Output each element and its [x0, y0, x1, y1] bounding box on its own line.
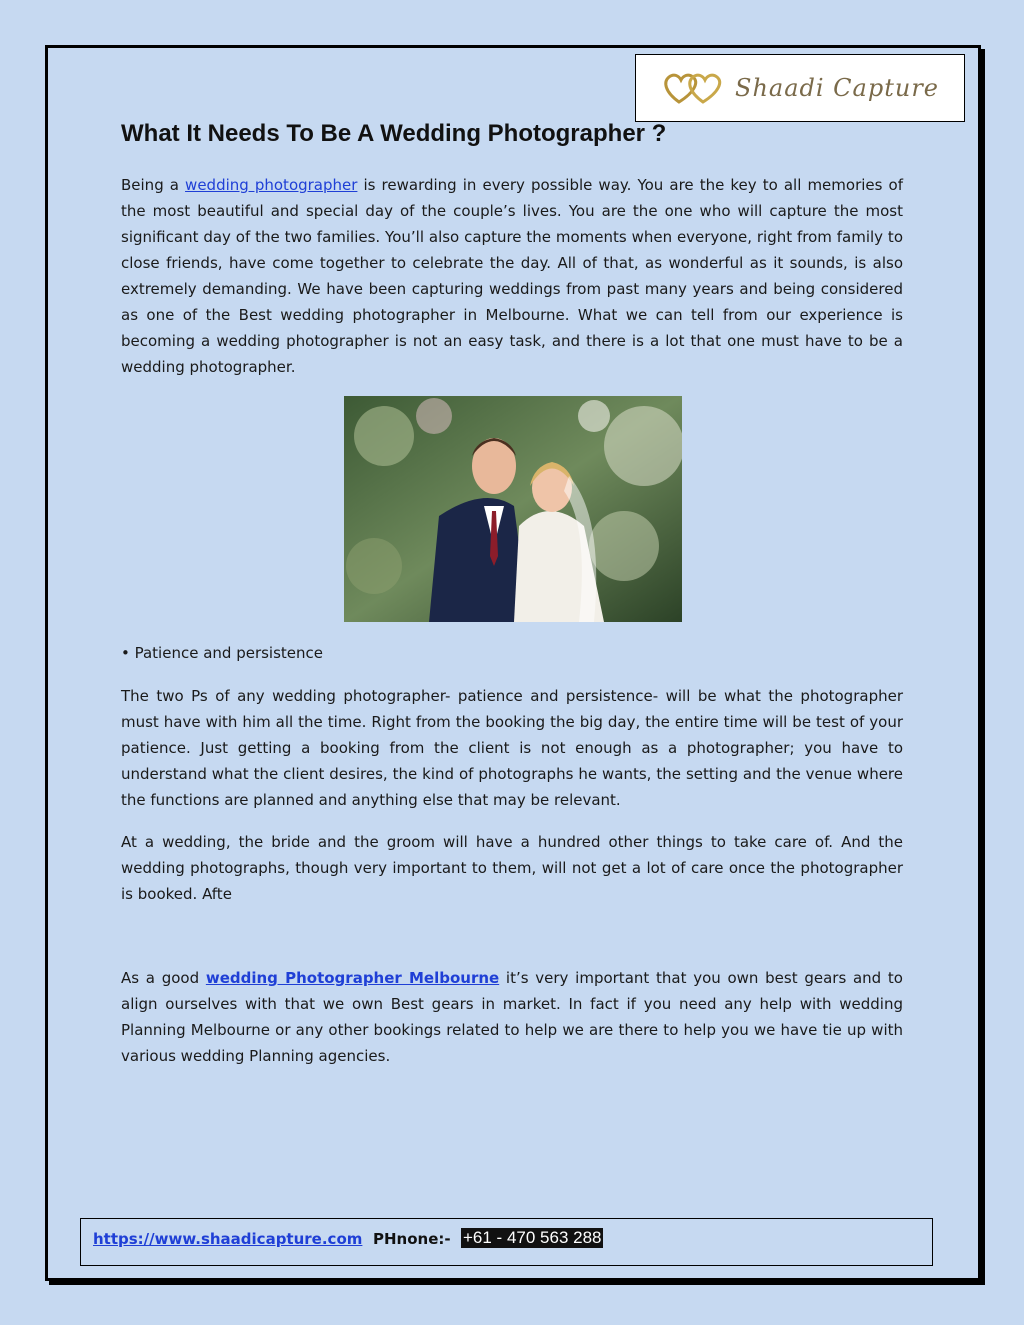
logo[interactable] — [635, 54, 965, 122]
patience-paragraph: The two Ps of any wedding photographer- patience and persistence- will be what the photographer must have with him all the time. Right from the booking the big day, the entire time will be test of your patience. Just getting a booking from the client is not enough as a photographer; you have to understand what the client desires, the kind of photographs he wants, the setting and the venue where the functions are planned and anything else that may be relevant. — [121, 687, 903, 809]
interlocked-hearts-icon — [661, 68, 731, 108]
wedding-care-paragraph: At a wedding, the bride and the groom will have a hundred other things to take care of. And the wedding photographs, though very important to them, will not get a lot of care once the photographer is booked. Afte — [121, 833, 903, 903]
gears-paragraph: As a good wedding Photographer Melbourne it’s very important that you own best gears and to align ourselves with that we own Best gears in market. In fact if you need any help with wedding Planning Melbourne or any other bookings related to help we are there to help you we have tie up with various wedding Planning agencies. — [121, 969, 903, 1065]
wedding-couple-photo — [344, 396, 682, 622]
article-title: What It Needs To Be A Wedding Photographer ? — [121, 120, 667, 147]
intro-paragraph: Being a wedding photographer is rewarding in every possible way. You are the key to all memories of the most beautiful and special day of the couple’s lives. You are the one who will capture the most significant day of the two families. You’ll also capture the moments when everyone, right from family to close friends, have come together to celebrate the day. All of that, as wonderful as it sounds, is also extremely demanding. We have been capturing weddings from past many years and being considered as one of the Best wedding photographer in Melbourne. What we can tell from our experience is becoming a wedding photographer is not an easy task, and there is a lot that one must have to be a wedding photographer. — [121, 176, 903, 376]
wedding-photographer-link[interactable]: wedding photographer — [185, 176, 358, 194]
bullet-heading: • Patience and persistence — [121, 644, 324, 662]
wedding-photographer-melbourne-link[interactable]: wedding Photographer Melbourne — [205, 969, 500, 987]
phone-label: PHnone:- — [373, 1230, 451, 1248]
phone-number[interactable]: +61 - 470 563 288 — [463, 1228, 602, 1247]
logo-brand-text: Shaadi Capture — [735, 74, 939, 102]
footer — [80, 1218, 933, 1266]
website-link[interactable]: https://www.shaadicapture.com — [93, 1230, 363, 1248]
